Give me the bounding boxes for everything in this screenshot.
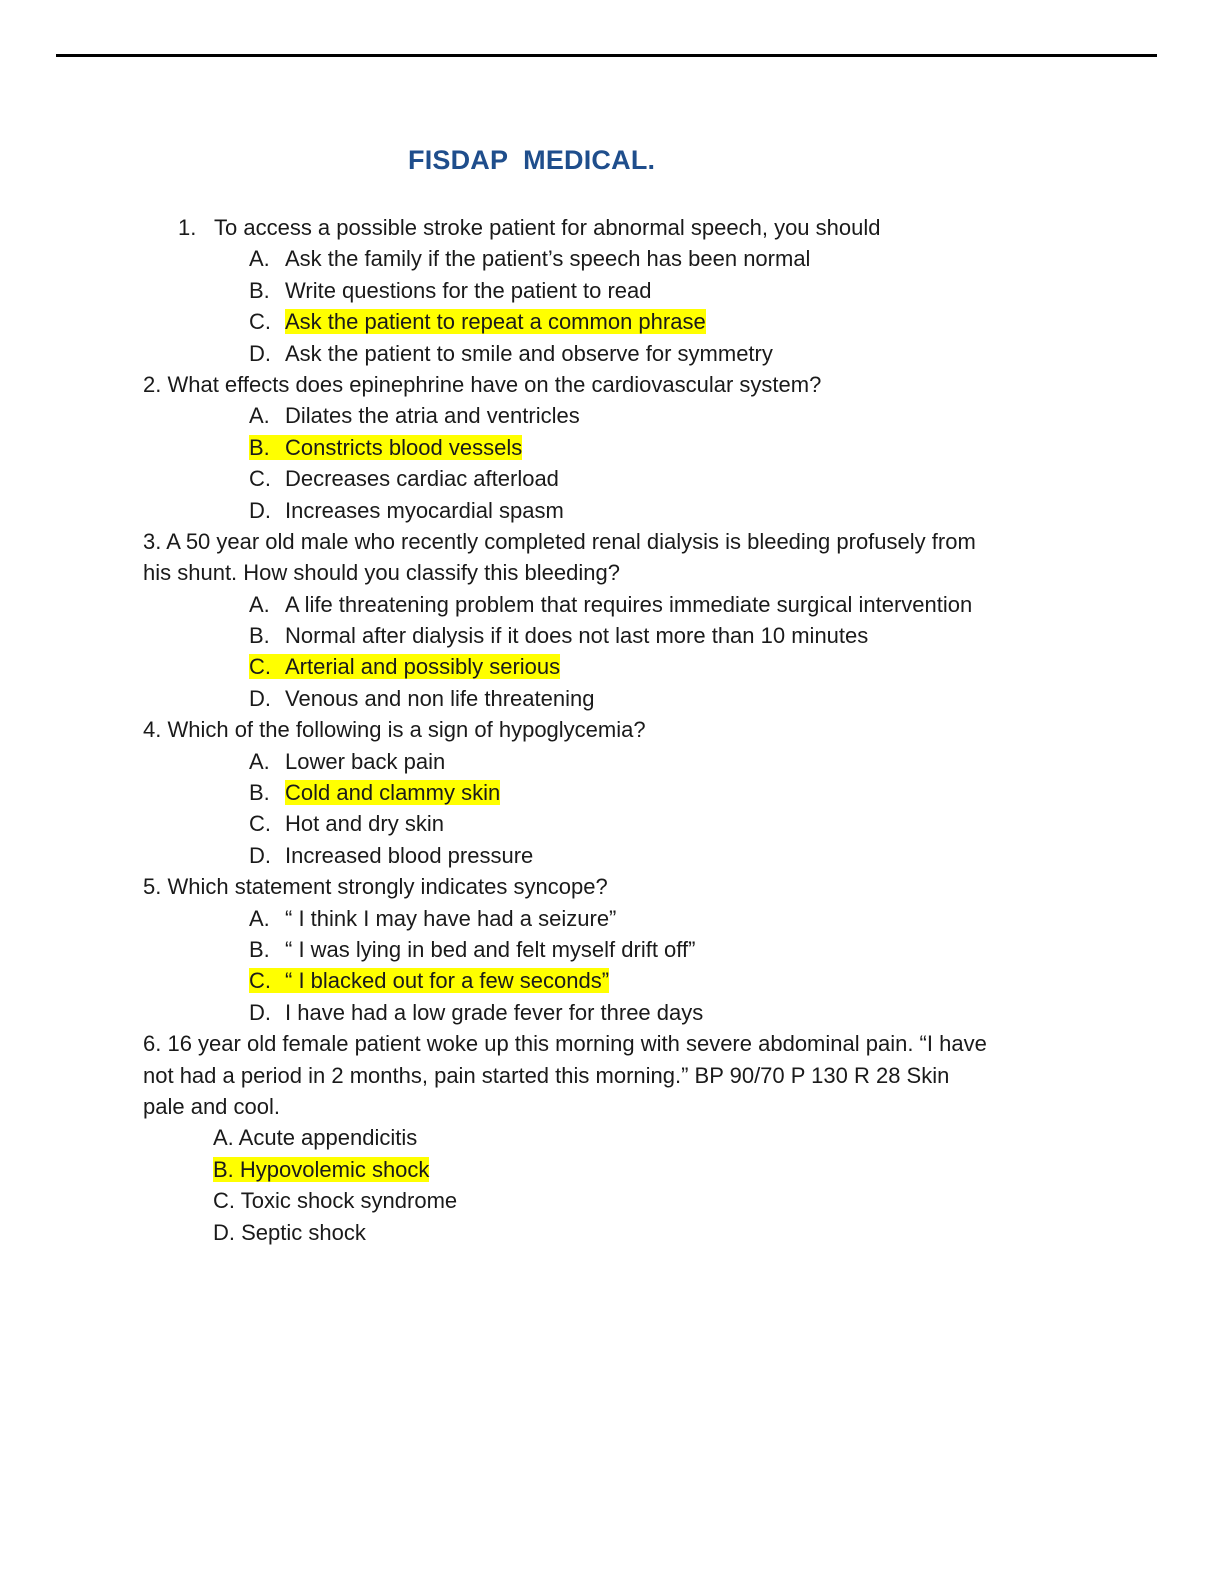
option-text: Dilates the atria and ventricles: [285, 403, 580, 429]
question-list: [0, 212, 1224, 1248]
option-letter: B.: [249, 780, 270, 806]
option-4b: [0, 777, 1224, 808]
option-text: Write questions for the patient to read: [285, 277, 652, 303]
option-text: Ask the patient to smile and observe for symmetry: [285, 340, 773, 366]
question-6-line-1: 6. 16 year old female patient woke up this morning with severe abdominal pain. “I have: [143, 1031, 987, 1057]
option-5b: [0, 934, 1224, 965]
question-3-line-1: 3. A 50 year old male who recently completed renal dialysis is bleeding profusely from: [143, 528, 976, 554]
option-3a: [0, 589, 1224, 620]
highlighted-answer: [249, 968, 609, 993]
option-2d: [0, 495, 1224, 526]
option-text: Lower back pain: [285, 748, 446, 774]
question-text: To access a possible stroke patient for abnormal speech, you should: [214, 215, 881, 240]
question-2: 2. What effects does epinephrine have on the cardiovascular system?: [143, 371, 822, 397]
option-3d: [0, 683, 1224, 714]
option-text: I have had a low grade fever for three days: [285, 999, 704, 1025]
option-letter: C.: [249, 968, 271, 994]
option-letter: D.: [249, 340, 271, 366]
question-3-line-2: his shunt. How should you classify this bleeding?: [143, 560, 620, 586]
option-letter: C.: [249, 654, 271, 680]
highlighted-answer: Ask the patient to repeat a common phrase: [285, 309, 706, 335]
document-title: FISDAP MEDICAL.: [408, 145, 656, 175]
option-4a: [0, 746, 1224, 777]
option-1d: [0, 338, 1224, 369]
option-letter: D.: [249, 842, 271, 868]
option-2a: [0, 400, 1224, 431]
option-1b: [0, 275, 1224, 306]
option-1a: [0, 243, 1224, 274]
option-letter: A.: [249, 403, 270, 429]
option-text: Decreases cardiac afterload: [285, 466, 559, 492]
option-5c: [0, 965, 1224, 996]
question-6-line-2: not had a period in 2 months, pain started this morning.” BP 90/70 P 130 R 28 Skin: [143, 1062, 950, 1088]
option-5a: [0, 903, 1224, 934]
option-text: Venous and non life threatening: [285, 685, 595, 711]
option-letter: B.: [249, 623, 270, 649]
option-5d: [0, 997, 1224, 1028]
question-6-line-3: pale and cool.: [143, 1093, 280, 1119]
option-text: Arterial and possibly serious: [285, 654, 561, 680]
option-letter: C.: [249, 466, 271, 492]
option-text: “ I blacked out for a few seconds”: [285, 968, 610, 994]
question-number: 1.: [178, 215, 197, 240]
option-text: Normal after dialysis if it does not last more than 10 minutes: [285, 623, 869, 649]
highlighted-answer: [249, 654, 560, 679]
option-letter: D.: [249, 685, 271, 711]
option-text: C. Toxic shock syndrome: [213, 1188, 458, 1214]
option-letter: A.: [249, 748, 270, 774]
option-letter: A.: [249, 246, 270, 272]
option-text: Hot and dry skin: [285, 811, 444, 837]
option-3c: [0, 651, 1224, 682]
option-2b: [0, 432, 1224, 463]
option-letter: D.: [249, 999, 271, 1025]
option-text: A life threatening problem that requires immediate surgical intervention: [285, 591, 973, 617]
option-text: “ I was lying in bed and felt myself drift off”: [285, 936, 696, 962]
option-4c: [0, 808, 1224, 839]
option-text: Constricts blood vessels: [285, 434, 523, 460]
option-text: “ I think I may have had a seizure”: [285, 905, 617, 931]
option-letter: B.: [249, 936, 270, 962]
option-4d: [0, 840, 1224, 871]
option-text: Increased blood pressure: [285, 842, 534, 868]
option-text: A. Acute appendicitis: [213, 1125, 418, 1151]
option-1c: [0, 306, 1224, 337]
option-6c: [0, 1185, 1224, 1216]
option-letter: A.: [249, 591, 270, 617]
option-6b: [0, 1154, 1224, 1185]
highlighted-answer: [249, 435, 522, 460]
option-letter: B.: [249, 434, 270, 460]
question-5: 5. Which statement strongly indicates syncope?: [143, 874, 608, 900]
option-letter: C.: [249, 811, 271, 837]
question-1: [0, 212, 1224, 243]
option-letter: C.: [249, 309, 271, 335]
option-letter: B.: [249, 277, 270, 303]
option-letter: A.: [249, 905, 270, 931]
option-text: Increases myocardial spasm: [285, 497, 564, 523]
option-text: Ask the family if the patient’s speech has been normal: [285, 246, 811, 272]
option-2c: [0, 463, 1224, 494]
option-letter: D.: [249, 497, 271, 523]
highlighted-answer: B. Hypovolemic shock: [213, 1156, 430, 1182]
option-3b: [0, 620, 1224, 651]
question-4: 4. Which of the following is a sign of hypoglycemia?: [143, 717, 646, 743]
highlighted-answer: Cold and clammy skin: [285, 780, 501, 806]
option-6a: [0, 1122, 1224, 1153]
top-rule: [56, 54, 1157, 57]
option-text: D. Septic shock: [213, 1219, 366, 1245]
option-6d: [0, 1217, 1224, 1248]
